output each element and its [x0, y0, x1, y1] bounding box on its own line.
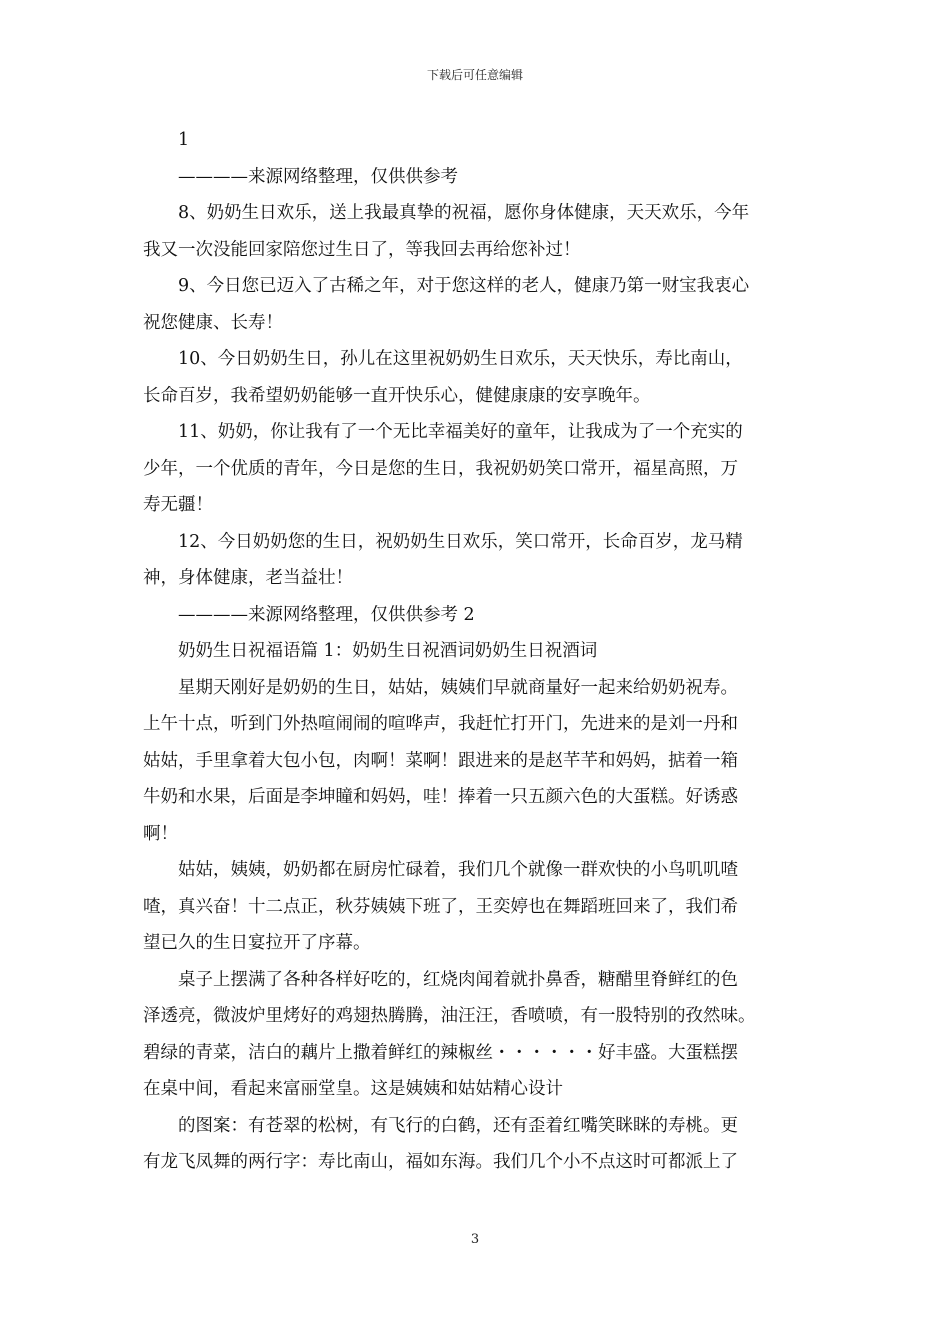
text-line: 的图案：有苍翠的松树，有飞行的白鹤，还有歪着红嘴笑眯眯的寿桃。更	[178, 1115, 738, 1136]
text-line: 姑姑，姨姨，奶奶都在厨房忙碌着，我们几个就像一群欢快的小鸟叽叽喳	[178, 860, 738, 880]
text-line: 8、奶奶生日欢乐，送上我最真挚的祝福，愿你身体健康，天天欢乐，今年	[178, 203, 750, 223]
text-line: 牛奶和水果，后面是李坤瞳和妈妈，哇！捧着一只五颜六色的大蛋糕。好诱惑	[143, 787, 738, 807]
text-line: 长命百岁，我希望奶奶能够一直开快乐心，健健康康的安享晚年。	[143, 385, 651, 406]
text-line: 在桌中间，看起来富丽堂皇。这是姨姨和姑姑精心设计	[143, 1079, 563, 1099]
text-line: 11、奶奶，你让我有了一个无比幸福美好的童年，让我成为了一个充实的	[178, 422, 743, 442]
text-line: 我又一次没能回家陪您过生日了，等我回去再给您补过！	[143, 239, 581, 260]
text-line: 9、今日您已迈入了古稀之年，对于您这样的老人，健康乃第一财宝我衷心	[178, 276, 750, 296]
text-line: 喳，真兴奋！十二点正，秋芬姨姨下班了，王奕婷也在舞蹈班回来了，我们希	[143, 896, 738, 917]
page-header: 下载后可任意编辑	[426, 68, 523, 82]
text-line: 望已久的生日宴拉开了序幕。	[143, 933, 371, 953]
text-line: 寿无疆！	[143, 495, 213, 515]
text-line: 奶奶生日祝福语篇 1：奶奶生日祝酒词奶奶生日祝酒词	[178, 641, 598, 661]
document-body	[143, 122, 811, 1181]
text-line: 上午十点，听到门外热喧闹闹的喧哗声，我赶忙打开门，先进来的是刘一丹和	[143, 714, 738, 734]
text-line: 1	[178, 130, 190, 150]
text-line: 10、今日奶奶生日，孙儿在这里祝奶奶生日欢乐，天天快乐，寿比南山，	[178, 349, 743, 369]
text-line: 星期天刚好是奶奶的生日，姑姑，姨姨们早就商量好一起来给奶奶祝寿。	[178, 677, 738, 698]
text-line: 神，身体健康，老当益壮！	[143, 568, 353, 588]
text-line: 姑姑，手里拿着大包小包，肉啊！菜啊！跟进来的是赵芊芊和妈妈，掂着一箱	[143, 750, 738, 771]
text-line: 祝您健康、长寿！	[143, 312, 283, 333]
text-line: 碧绿的青菜，洁白的藕片上撒着鲜红的辣椒丝・・・・・・好丰盛。大蛋糕摆	[143, 1042, 738, 1063]
text-line: 有龙飞凤舞的两行字：寿比南山，福如东海。我们几个小不点这时可都派上了	[143, 1152, 738, 1172]
text-line: ————来源网络整理，仅供供参考	[178, 166, 458, 187]
text-line: 泽透亮，微波炉里烤好的鸡翅热腾腾，油汪汪，香喷喷，有一股特别的孜然味。	[143, 1006, 756, 1026]
page-number: 3	[470, 1232, 480, 1247]
text-line: 啊！	[143, 823, 178, 844]
text-line: ————来源网络整理，仅供供参考 2	[178, 604, 475, 625]
text-line: 少年，一个优质的青年，今日是您的生日，我祝奶奶笑口常开，福星高照，万	[143, 458, 738, 479]
text-line: 12、今日奶奶您的生日，祝奶奶生日欢乐，笑口常开，长命百岁，龙马精	[178, 531, 743, 552]
text-line: 桌子上摆满了各种各样好吃的，红烧肉闻着就扑鼻香，糖醋里脊鲜红的色	[178, 969, 738, 990]
